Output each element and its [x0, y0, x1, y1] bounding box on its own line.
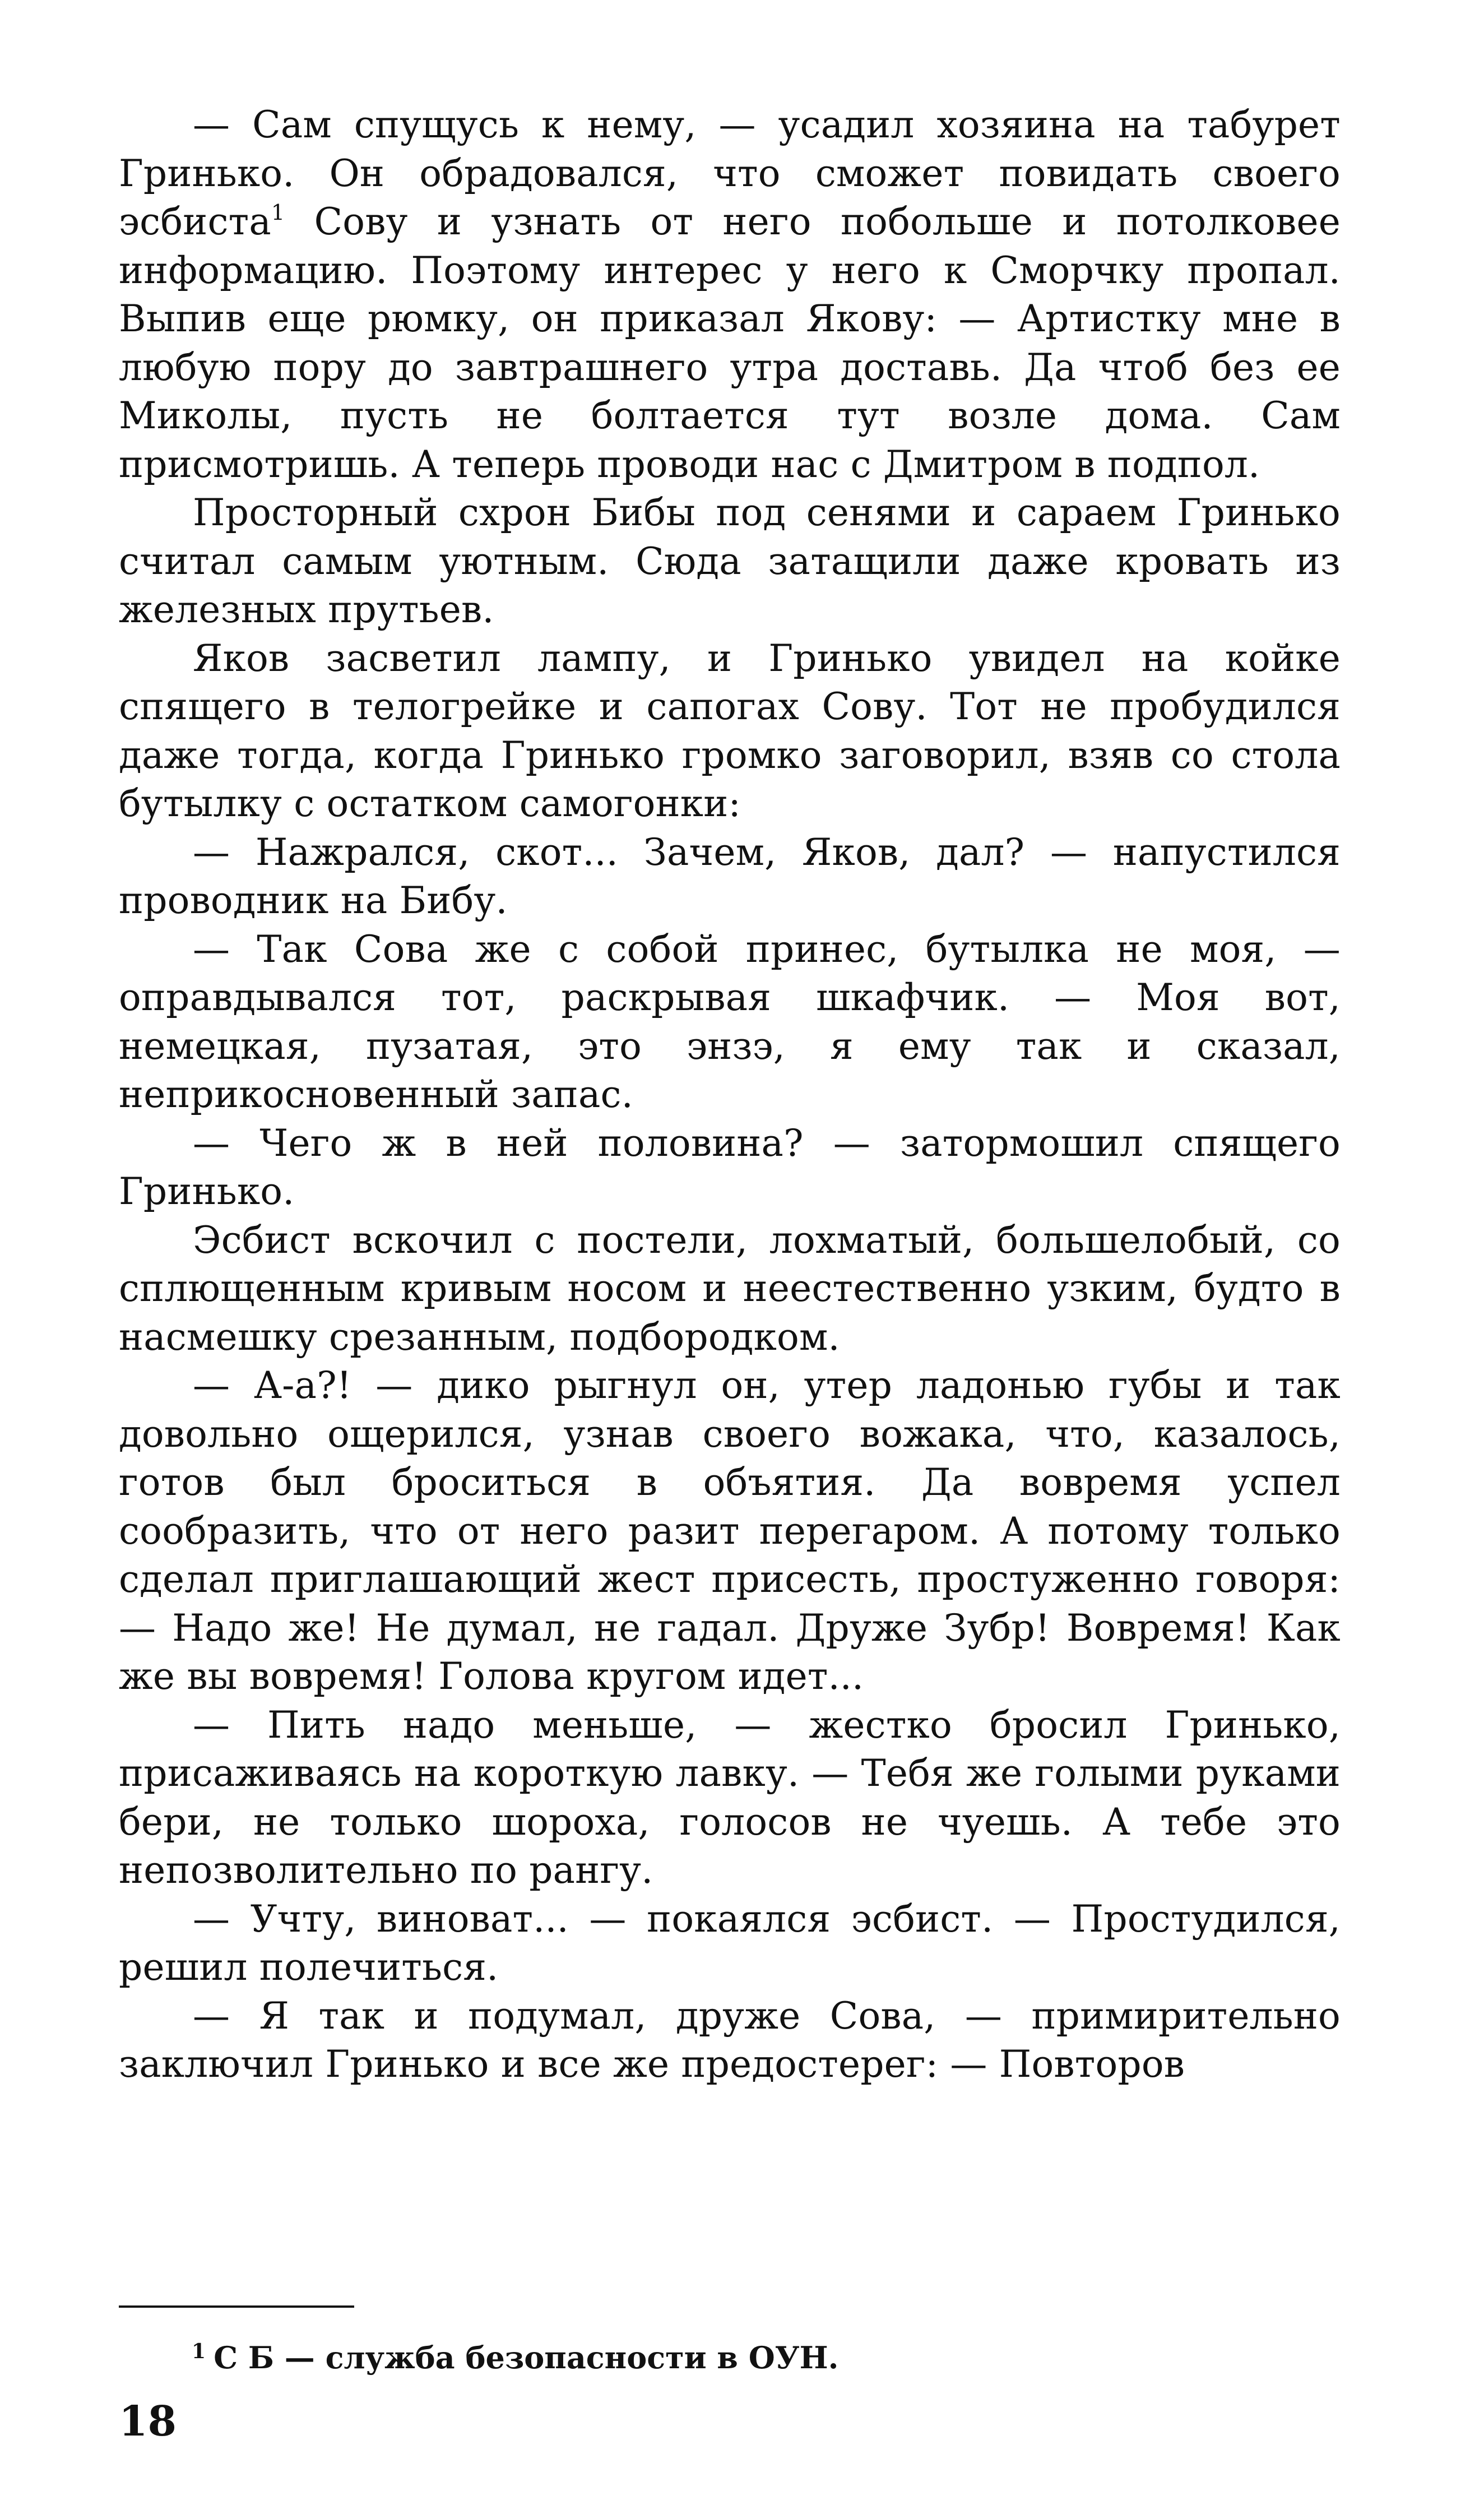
footnote-reference: 1: [271, 200, 285, 225]
paragraph-6: — Чего ж в ней половина? — затормошил спящего Гринько.: [119, 1121, 1341, 1213]
paragraph-9: — Пить надо меньше, — жестко бросил Гринько, присаживаясь на короткую лавку. — Тебя же голыми руками бери, не только шороха, голосов не чуешь. А тебе это непозволительно по рангу.: [119, 1703, 1341, 1892]
footnote-text: С Б — служба безопасности в ОУН.: [214, 2340, 839, 2376]
footnote: [192, 2332, 1313, 2377]
paragraph-1: [119, 101, 1341, 489]
paragraph-5: — Так Сова же с собой принес, бутылка не моя, — оправдывался тот, раскрывая шкафчик. — Моя вот, немецкая, пузатая, это энзэ, я ему так и сказал, неприкосновенный запас.: [119, 927, 1341, 1116]
paragraph-1-text-a: — Сам спущусь к нему, — усадил хозяина на табурет Гринько. Он обрадовался, что сможет повидать своего эсбиста: [119, 103, 1341, 243]
main-text: [119, 101, 1341, 2089]
paragraph-10: — Учту, виноват... — покаялся эсбист. — Простудился, решил полечиться.: [119, 1897, 1341, 1989]
paragraph-2: Просторный схрон Бибы под сенями и сараем Гринько считал самым уютным. Сюда затащили даже кровать из железных прутьев.: [119, 491, 1341, 631]
book-page: [119, 101, 1341, 2455]
paragraph-1-text-b: Сову и узнать от него побольше и потолковее информацию. Поэтому интерес у него к Сморчку пропал. Выпив еще рюмку, он приказал Якову: — Артистку мне в любую пору до завтрашнего утра доставь. Да чтоб без ее Миколы, пусть не болтается тут возле дома. Сам присмотришь. А теперь проводи нас с Дмитром в подпол.: [119, 200, 1341, 486]
page-number: 18: [119, 2397, 177, 2446]
footnote-mark: 1: [192, 2340, 206, 2363]
paragraph-4: — Нажрался, скот... Зачем, Яков, дал? — напустился проводник на Бибу.: [119, 830, 1341, 922]
paragraph-7: Эсбист вскочил с постели, лохматый, большелобый, со сплющенным кривым носом и неестественно узким, будто в насмешку срезанным, подбородком.: [119, 1218, 1341, 1359]
paragraph-3: Яков засветил лампу, и Гринько увидел на койке спящего в телогрейке и сапогах Сову. Тот не пробудился даже тогда, когда Гринько громко заговорил, взяв со стола бутылку с остатком самогонки:: [119, 636, 1341, 825]
footnote-divider: [119, 2305, 354, 2308]
paragraph-11: — Я так и подумал, друже Сова, — примирительно заключил Гринько и все же предостерег: — Повторов: [119, 1994, 1341, 2086]
paragraph-8: — А-а?! — дико рыгнул он, утер ладонью губы и так довольно ощерился, узнав своего вожака, что, казалось, готов был броситься в объятия. Да вовремя успел сообразить, что от него разит перегаром. А потому только сделал приглашающий жест присесть, простуженно говоря: — Надо же! Не думал, не гадал. Друже Зубр! Вовремя! Как же вы вовремя! Голова кругом идет...: [119, 1364, 1341, 1698]
